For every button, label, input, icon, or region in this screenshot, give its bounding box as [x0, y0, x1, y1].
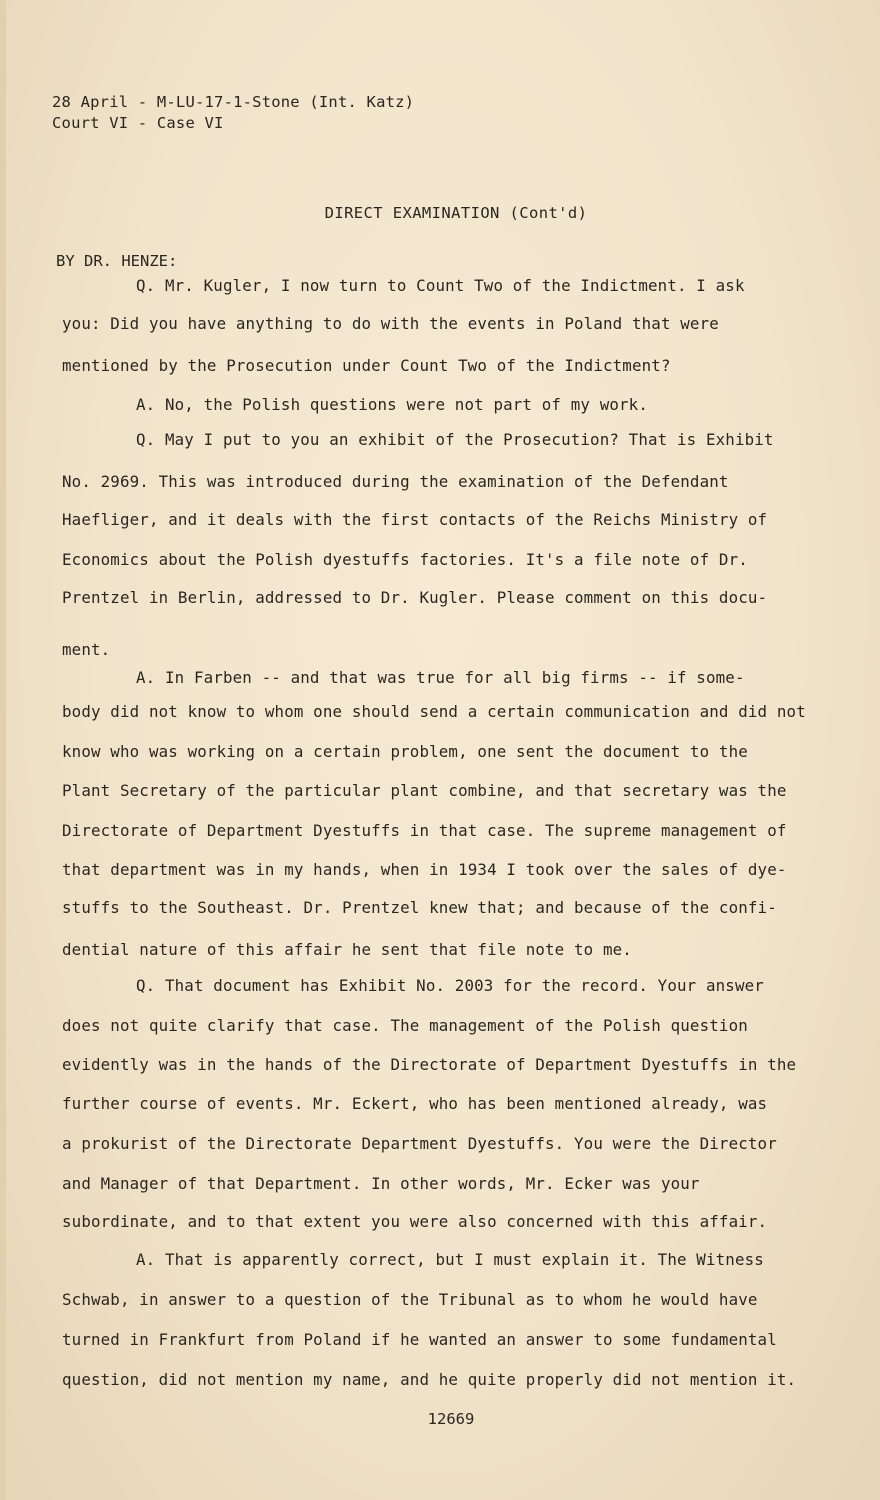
- transcript-line: you: Did you have anything to do with the events in Poland that were: [62, 314, 719, 333]
- transcript-line: a prokurist of the Directorate Department Dyestuffs. You were the Director: [62, 1134, 777, 1153]
- transcript-line: stuffs to the Southeast. Dr. Prentzel knew that; and because of the confi-: [62, 898, 777, 917]
- header-court-line: Court VI - Case VI: [52, 114, 224, 132]
- transcript-line: subordinate, and to that extent you were also concerned with this affair.: [62, 1212, 768, 1231]
- transcript-line: Haefliger, and it deals with the first contacts of the Reichs Ministry of: [62, 510, 768, 529]
- transcript-line: A. No, the Polish questions were not part of my work.: [136, 395, 649, 414]
- transcript-line: does not quite clarify that case. The management of the Polish question: [62, 1016, 748, 1035]
- transcript-line: A. That is apparently correct, but I must explain it. The Witness: [136, 1250, 764, 1269]
- transcript-line: evidently was in the hands of the Directorate of Department Dyestuffs in the: [62, 1055, 797, 1074]
- transcript-line: Q. May I put to you an exhibit of the Prosecution? That is Exhibit: [136, 430, 774, 449]
- transcript-line: No. 2969. This was introduced during the examination of the Defendant: [62, 472, 729, 491]
- transcript-line: that department was in my hands, when in 1934 I took over the sales of dye-: [62, 860, 787, 879]
- transcript-line: dential nature of this affair he sent that file note to me.: [62, 940, 632, 959]
- section-title: DIRECT EXAMINATION (Cont'd): [324, 204, 588, 222]
- transcript-line: know who was working on a certain problem, one sent the document to the: [62, 742, 748, 761]
- transcript-line: Plant Secretary of the particular plant combine, and that secretary was the: [62, 781, 787, 800]
- transcript-line: body did not know to whom one should send a certain communication and did not: [62, 702, 806, 721]
- transcript-line: Schwab, in answer to a question of the Tribunal as to whom he would have: [62, 1290, 758, 1309]
- transcript-line: Q. That document has Exhibit No. 2003 for the record. Your answer: [136, 976, 764, 995]
- transcript-line: question, did not mention my name, and he quite properly did not mention it.: [62, 1370, 797, 1389]
- transcript-line: Prentzel in Berlin, addressed to Dr. Kugler. Please comment on this docu-: [62, 588, 768, 607]
- transcript-line: mentioned by the Prosecution under Count Two of the Indictment?: [62, 356, 671, 375]
- header-session-line: 28 April - M-LU-17-1-Stone (Int. Katz): [52, 93, 415, 111]
- transcript-line: Economics about the Polish dyestuffs factories. It's a file note of Dr.: [62, 550, 748, 569]
- transcript-line: and Manager of that Department. In other words, Mr. Ecker was your: [62, 1174, 700, 1193]
- transcript-line: turned in Frankfurt from Poland if he wanted an answer to some fundamental: [62, 1330, 777, 1349]
- transcript-line: further course of events. Mr. Eckert, who has been mentioned already, was: [62, 1094, 768, 1113]
- transcript-line: ment.: [62, 640, 111, 659]
- page-number: 12669: [427, 1410, 475, 1428]
- transcript-line: Directorate of Department Dyestuffs in that case. The supreme management of: [62, 821, 787, 840]
- document-header: [52, 92, 414, 134]
- examiner-line: BY DR. HENZE:: [56, 252, 178, 270]
- transcript-line: A. In Farben -- and that was true for all big firms -- if some-: [136, 668, 745, 687]
- transcript-line: Q. Mr. Kugler, I now turn to Count Two of the Indictment. I ask: [136, 276, 745, 295]
